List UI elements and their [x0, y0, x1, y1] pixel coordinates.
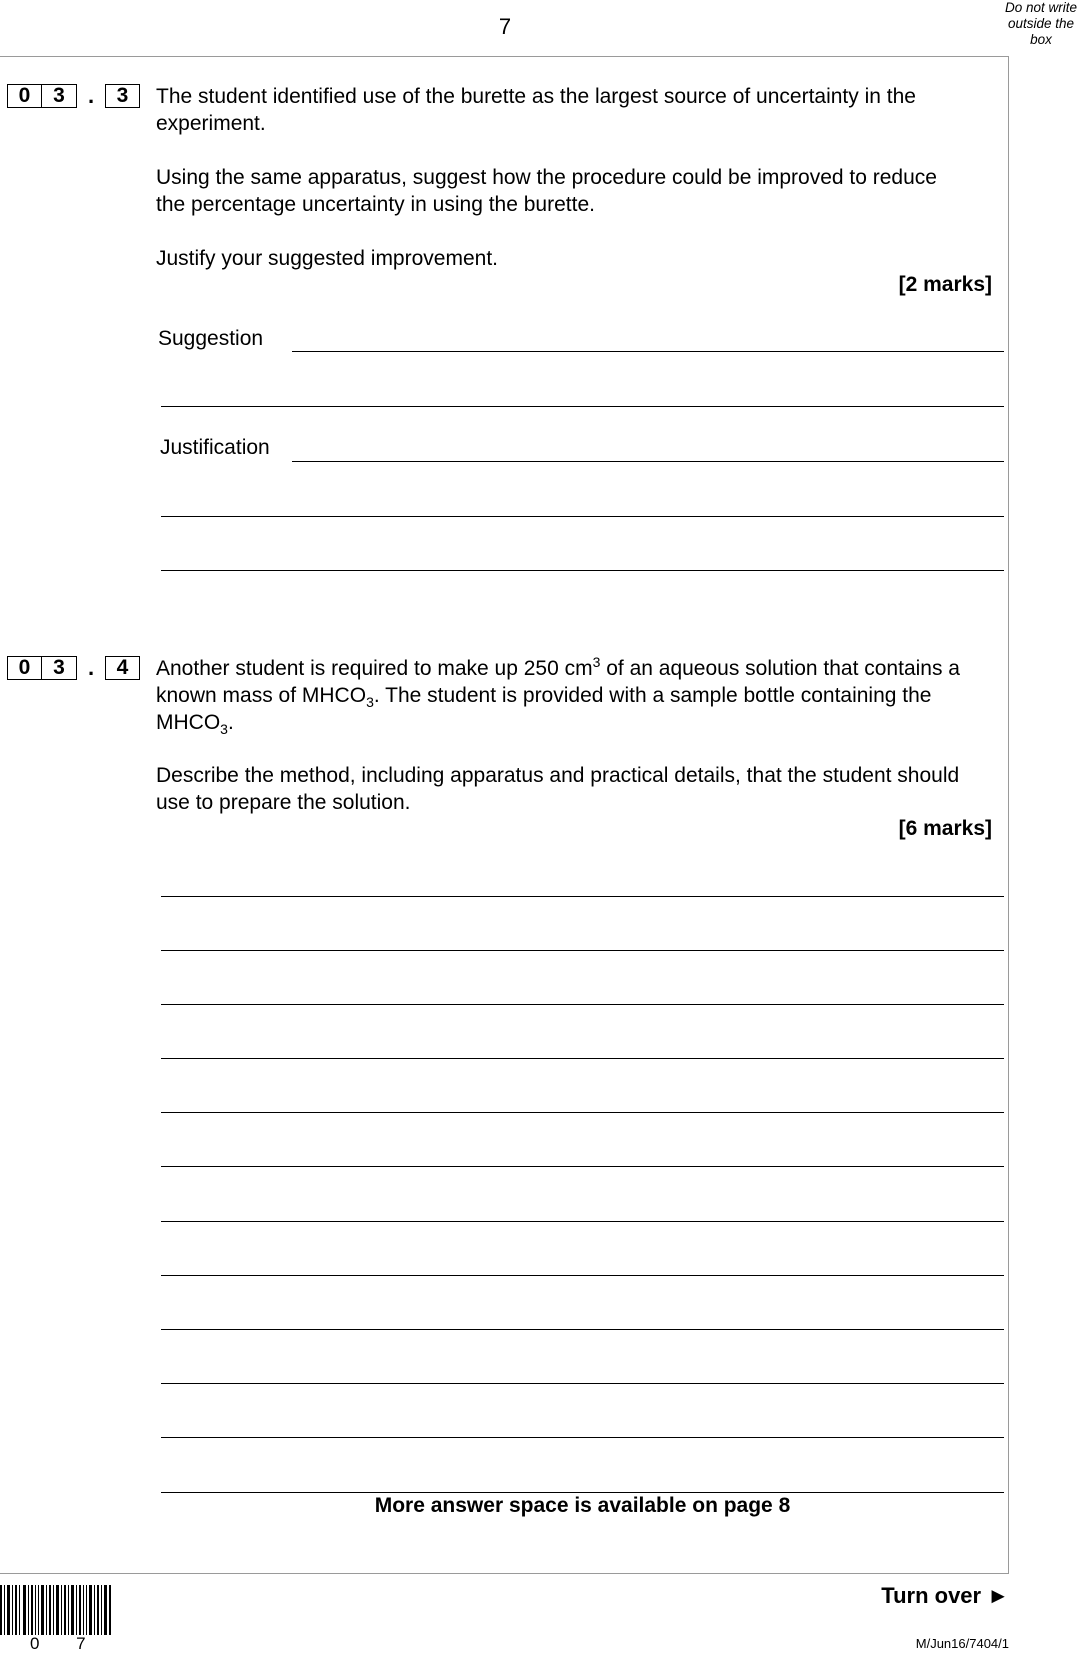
question-digit: 0 [7, 84, 42, 108]
question-text [156, 655, 976, 736]
barcode-digits: 0 7 [30, 1634, 102, 1653]
answer-line[interactable] [161, 1383, 1004, 1384]
question-part-digit: 3 [105, 84, 140, 108]
answer-line[interactable] [161, 1112, 1004, 1113]
marks-label: [2 marks] [898, 273, 992, 296]
question-number-box [7, 656, 140, 680]
turn-over-label: Turn over ► [881, 1583, 1009, 1608]
superscript: 3 [592, 654, 601, 670]
question-instruction-justify: Justify your suggested improvement. [156, 247, 498, 270]
page-number: 7 [498, 14, 512, 39]
question-number-box [7, 84, 140, 108]
answer-line[interactable] [292, 461, 1004, 462]
question-text-part: . The student is provided with a sample bottle containing the MHCO [156, 684, 932, 734]
subscript: 3 [220, 721, 228, 738]
answer-line[interactable] [292, 351, 1004, 352]
answer-line[interactable] [161, 1166, 1004, 1167]
question-text-part: of an aqueous solution that contains a known mass of MHCO [156, 657, 960, 707]
answer-line[interactable] [161, 1437, 1004, 1438]
answer-line[interactable] [161, 1492, 1004, 1493]
suggestion-label: Suggestion [158, 327, 264, 350]
barcode-icon [0, 1585, 112, 1635]
question-digit: 0 [7, 656, 42, 680]
answer-line[interactable] [161, 950, 1004, 951]
question-digit: 3 [42, 84, 77, 108]
question-text-part: Another student is required to make up 250 cm [156, 657, 593, 680]
answer-line[interactable] [161, 1275, 1004, 1276]
paper-reference: M/Jun16/7404/1 [915, 1636, 1009, 1651]
question-text: The student identified use of the burette as the largest source of uncertainty in the experiment. [156, 85, 916, 135]
justification-label: Justification [160, 436, 270, 459]
answer-line[interactable] [161, 516, 1004, 517]
answer-line[interactable] [161, 1058, 1004, 1059]
question-text-part: . [227, 711, 234, 734]
question-digit: 3 [42, 656, 77, 680]
answer-line[interactable] [161, 1004, 1004, 1005]
answer-line[interactable] [161, 1329, 1004, 1330]
answer-line[interactable] [161, 1221, 1004, 1222]
question-dot: . [87, 83, 95, 108]
more-answer-space-note: More answer space is available on page 8 [374, 1494, 791, 1517]
answer-line[interactable] [161, 570, 1004, 571]
answer-line[interactable] [161, 406, 1004, 407]
question-part-digit: 4 [105, 656, 140, 680]
question-instruction: Describe the method, including apparatus and practical details, that the student should use to prepare the solution. [156, 764, 960, 814]
subscript: 3 [366, 694, 374, 711]
margin-note: Do not write outside the box [1004, 0, 1078, 47]
question-dot: . [87, 655, 95, 680]
answer-line[interactable] [161, 896, 1004, 897]
question-instruction: Using the same apparatus, suggest how the procedure could be improved to reduce the percentage uncertainty in using the burette. [156, 166, 937, 216]
marks-label: [6 marks] [898, 817, 992, 840]
